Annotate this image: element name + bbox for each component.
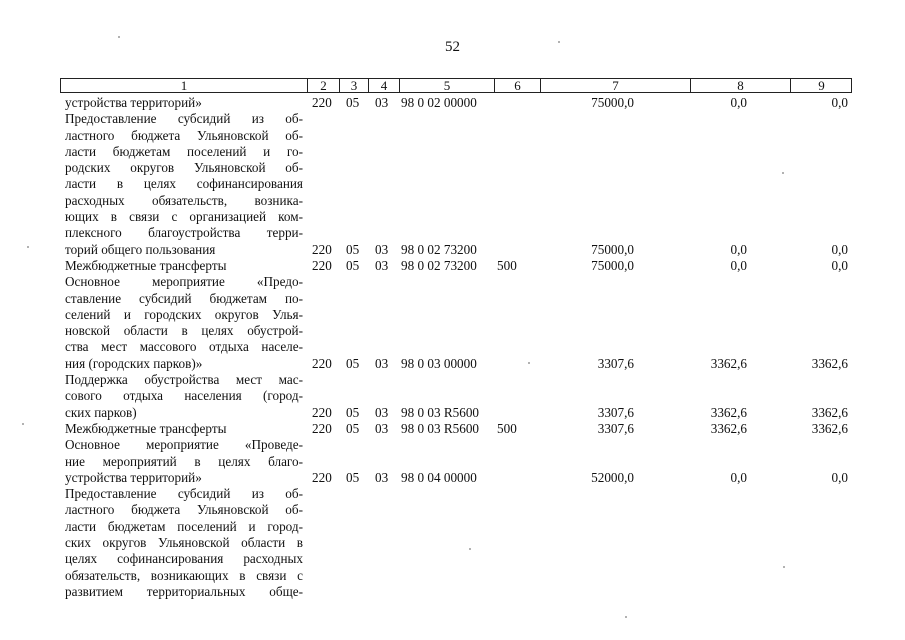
cell-col-2: 220 bbox=[312, 469, 332, 485]
cell-col-9: 3362,6 bbox=[811, 421, 848, 436]
cell-col-9: 0,0 bbox=[831, 258, 848, 273]
cell-col-7: 75000,0 bbox=[591, 241, 634, 257]
description-line: целях софинансирования расходных bbox=[65, 551, 303, 567]
cell-col-8: 0,0 bbox=[730, 241, 747, 257]
cell-col-9: 3362,6 bbox=[811, 404, 848, 420]
cell-col-3: 05 bbox=[346, 421, 360, 436]
description-line: обязательств, возникающих в связи с bbox=[65, 567, 303, 583]
cell-col-8: 0,0 bbox=[730, 95, 747, 110]
row-description bbox=[65, 111, 303, 258]
cell-col-2: 220 bbox=[312, 355, 332, 371]
cell-col-8: 0,0 bbox=[730, 469, 747, 485]
column-header-9: 9 bbox=[818, 78, 825, 93]
scan-speck bbox=[118, 36, 120, 38]
cell-col-5: 98 0 03 R5600 bbox=[401, 421, 480, 436]
cell-col-5: 98 0 03 R5600 bbox=[401, 404, 480, 420]
cell-col-5: 98 0 02 73200 bbox=[401, 241, 477, 257]
cell-col-2: 220 bbox=[312, 404, 332, 420]
cell-col-8: 0,0 bbox=[730, 258, 747, 273]
scan-speck bbox=[27, 246, 29, 248]
column-header-2: 2 bbox=[308, 79, 340, 92]
cell-col-4: 03 bbox=[375, 258, 389, 273]
scan-speck bbox=[469, 548, 471, 550]
cell-col-3: 05 bbox=[346, 404, 360, 420]
description-line: Предоставление субсидий из об- bbox=[65, 111, 303, 127]
cell-col-7: 75000,0 bbox=[591, 258, 634, 273]
cell-col-9: 0,0 bbox=[831, 241, 848, 257]
cell-col-7: 75000,0 bbox=[591, 95, 634, 110]
cell-col-3: 05 bbox=[346, 258, 360, 273]
cell-col-5: 98 0 02 73200 bbox=[401, 258, 477, 273]
description-line: устройства территорий» bbox=[65, 469, 202, 485]
cell-col-4: 03 bbox=[375, 421, 389, 436]
cell-col-9: 0,0 bbox=[831, 95, 848, 110]
cell-col-8: 3362,6 bbox=[710, 355, 747, 371]
scan-speck bbox=[22, 423, 24, 425]
page-number: 52 bbox=[445, 39, 460, 55]
cell-col-7: 3307,6 bbox=[597, 404, 634, 420]
cell-col-4: 03 bbox=[375, 469, 389, 485]
scan-speck bbox=[558, 41, 560, 43]
row-description bbox=[65, 486, 303, 600]
description-line: ющих в связи с организацией ком- bbox=[65, 209, 303, 225]
scan-speck bbox=[782, 172, 784, 174]
description-line: ние мероприятий в целях благо- bbox=[65, 453, 303, 469]
cell-col-5: 98 0 03 00000 bbox=[401, 355, 477, 371]
cell-col-9: 0,0 bbox=[831, 469, 848, 485]
column-header-5: 5 bbox=[400, 79, 495, 92]
column-header-6: 6 bbox=[495, 79, 541, 92]
description-line: ласти бюджетам поселений и го- bbox=[65, 143, 303, 159]
cell-col-2: 220 bbox=[312, 421, 332, 436]
description-line: Поддержка обустройства мест мас- bbox=[65, 372, 303, 388]
scan-speck bbox=[625, 616, 627, 618]
description-line: устройства территорий» bbox=[65, 95, 202, 110]
description-line: Предоставление субсидий из об- bbox=[65, 486, 303, 502]
cell-col-8: 3362,6 bbox=[710, 404, 747, 420]
column-header-3: 3 bbox=[340, 79, 369, 92]
description-line: ласти бюджетам поселений и город- bbox=[65, 518, 303, 534]
cell-col-4: 03 bbox=[375, 355, 389, 371]
description-line: плексного благоустройства терри- bbox=[65, 225, 303, 241]
description-line: ставление субсидий бюджетам по- bbox=[65, 290, 303, 306]
row-description bbox=[65, 421, 303, 437]
table-header bbox=[60, 78, 852, 93]
description-line: новской области в целях обустрой- bbox=[65, 323, 303, 339]
cell-col-4: 03 bbox=[375, 241, 389, 257]
cell-col-3: 05 bbox=[346, 95, 360, 110]
cell-col-8: 3362,6 bbox=[710, 421, 747, 436]
cell-col-5: 98 0 04 00000 bbox=[401, 469, 477, 485]
cell-col-4: 03 bbox=[375, 404, 389, 420]
cell-col-7: 3307,6 bbox=[597, 421, 634, 436]
row-description bbox=[65, 437, 303, 486]
row-description bbox=[65, 372, 303, 421]
scan-speck bbox=[528, 362, 530, 364]
description-line: ских парков) bbox=[65, 404, 137, 420]
cell-col-9: 3362,6 bbox=[811, 355, 848, 371]
description-line: селений и городских округов Улья- bbox=[65, 306, 303, 322]
description-line: родских округов Ульяновской об- bbox=[65, 160, 303, 176]
description-line: развитием территориальных обще- bbox=[65, 583, 303, 599]
description-line: торий общего пользования bbox=[65, 241, 216, 257]
cell-col-3: 05 bbox=[346, 469, 360, 485]
cell-col-2: 220 bbox=[312, 258, 332, 273]
cell-col-2: 220 bbox=[312, 95, 332, 110]
cell-col-7: 3307,6 bbox=[597, 355, 634, 371]
column-header-8: 8 bbox=[691, 79, 791, 92]
description-line: Основное мероприятие «Предо- bbox=[65, 274, 303, 290]
cell-col-6: 500 bbox=[497, 421, 517, 436]
description-line: сового отдыха населения (город- bbox=[65, 388, 303, 404]
cell-col-2: 220 bbox=[312, 241, 332, 257]
column-header-4: 4 bbox=[369, 79, 400, 92]
description-line: Межбюджетные трансферты bbox=[65, 421, 227, 436]
scan-speck bbox=[783, 566, 785, 568]
description-line: ластного бюджета Ульяновской об- bbox=[65, 127, 303, 143]
description-line: ласти в целях софинансирования bbox=[65, 176, 303, 192]
description-line: ства мест массового отдыха населе- bbox=[65, 339, 303, 355]
description-line: ских округов Ульяновской области в bbox=[65, 535, 303, 551]
row-description bbox=[65, 258, 303, 274]
description-line: Межбюджетные трансферты bbox=[65, 258, 227, 273]
cell-col-6: 500 bbox=[497, 258, 517, 273]
cell-col-5: 98 0 02 00000 bbox=[401, 95, 477, 110]
cell-col-7: 52000,0 bbox=[591, 469, 634, 485]
cell-col-3: 05 bbox=[346, 355, 360, 371]
description-line: ластного бюджета Ульяновской об- bbox=[65, 502, 303, 518]
cell-col-4: 03 bbox=[375, 95, 389, 110]
cell-col-3: 05 bbox=[346, 241, 360, 257]
row-description bbox=[65, 274, 303, 372]
row-description bbox=[65, 95, 303, 111]
column-header-1: 1 bbox=[61, 79, 308, 92]
description-line: Основное мероприятие «Проведе- bbox=[65, 437, 303, 453]
description-line: ния (городских парков)» bbox=[65, 355, 203, 371]
description-line: расходных обязательств, возника- bbox=[65, 192, 303, 208]
column-header-7: 7 bbox=[541, 79, 691, 92]
